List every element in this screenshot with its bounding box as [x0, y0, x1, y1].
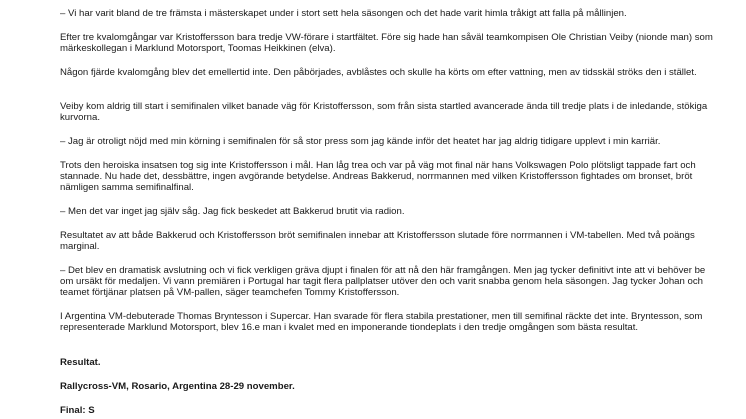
paragraph-fourth-round: Någon fjärde kvalomgång blev det emellertid inte. Den påbörjades, avblåstes och skulle ha körts om efter vattning, men av tidsskäl ströks den i stället.: [60, 67, 697, 78]
heading-results: Resultat.: [60, 357, 101, 368]
heading-final: Final: S: [60, 405, 95, 416]
paragraph-qualifying: Efter tre kvalomgångar var Kristoffersson bara tredje VW-förare i startfältet. Före sig hade han såväl teamkompisen Ole Christian Veiby (nionde man) som märkeskollegan i Marklund Motorsport, Toomas Heikkinen (elva).: [60, 32, 713, 54]
heading-event: Rallycross-VM, Rosario, Argentina 28-29 november.: [60, 381, 295, 392]
paragraph-bryntesson: I Argentina VM-debuterade Thomas Bryntesson i Supercar. Han svarade för flera stabila prestationer, men till semifinal räckte det inte. Bryntesson, som representerade Marklund Motorsport, blev 16.e man i kvalet med en imponerande tiondeplats i den tredje omgången som bästa resultat.: [60, 311, 703, 333]
paragraph-semifinal-start: Veiby kom aldrig till start i semifinalen vilket banade väg för Kristoffersson, som från sista startled avancerade ända till tredje plats i de inledande, stökiga kurvorna.: [60, 101, 708, 123]
paragraph-quote-podium: – Vi har varit bland de tre främsta i mästerskapet under i stort sett hela säsongen och det hade varit himla tråkigt att falla på mållinjen.: [60, 8, 627, 19]
paragraph-standings: Resultatet av att både Bakkerud och Kristoffersson bröt semifinalen innebar att Kristoffersson slutade före norrmannen i VM-tabellen. Med två poängs marginal.: [60, 230, 695, 252]
paragraph-quote-radio: – Men det var inget jag själv såg. Jag fick beskedet att Bakkerud brutit via radion.: [60, 206, 405, 217]
paragraph-quote-team: – Det blev en dramatisk avslutning och vi fick verkligen gräva djupt i finalen för att nå den här framgången. Men jag tycker definitivt inte att vi behöver be om ursäkt för medaljen. Vi vann premiären i Portugal har tagit flera pallplatser utöver den och varit snabba genom hela säsongen. Jag tycker Johan och teamet förtjänar platsen på VM-pallen, säger teamchefen Tommy Kristoffersson.: [60, 265, 706, 298]
paragraph-quote-pressure: – Jag är otroligt nöjd med min körning i semifinalen för så stor press som jag kände inför det heatet har jag aldrig tidigare upplevt i min karriär.: [60, 136, 661, 147]
paragraph-semifinal-dnf: Trots den heroiska insatsen tog sig inte Kristoffersson i mål. Han låg trea och var på väg mot final när hans Volkswagen Polo plötsligt tappade fart och stannade. Nu hade det, dessbättre, ingen avgörande betydelse. Andreas Bakkerud, norrmannen med vilken Kristoffersson fightades om bronset, bröt nämligen samma semifinalfinal.: [60, 160, 696, 193]
